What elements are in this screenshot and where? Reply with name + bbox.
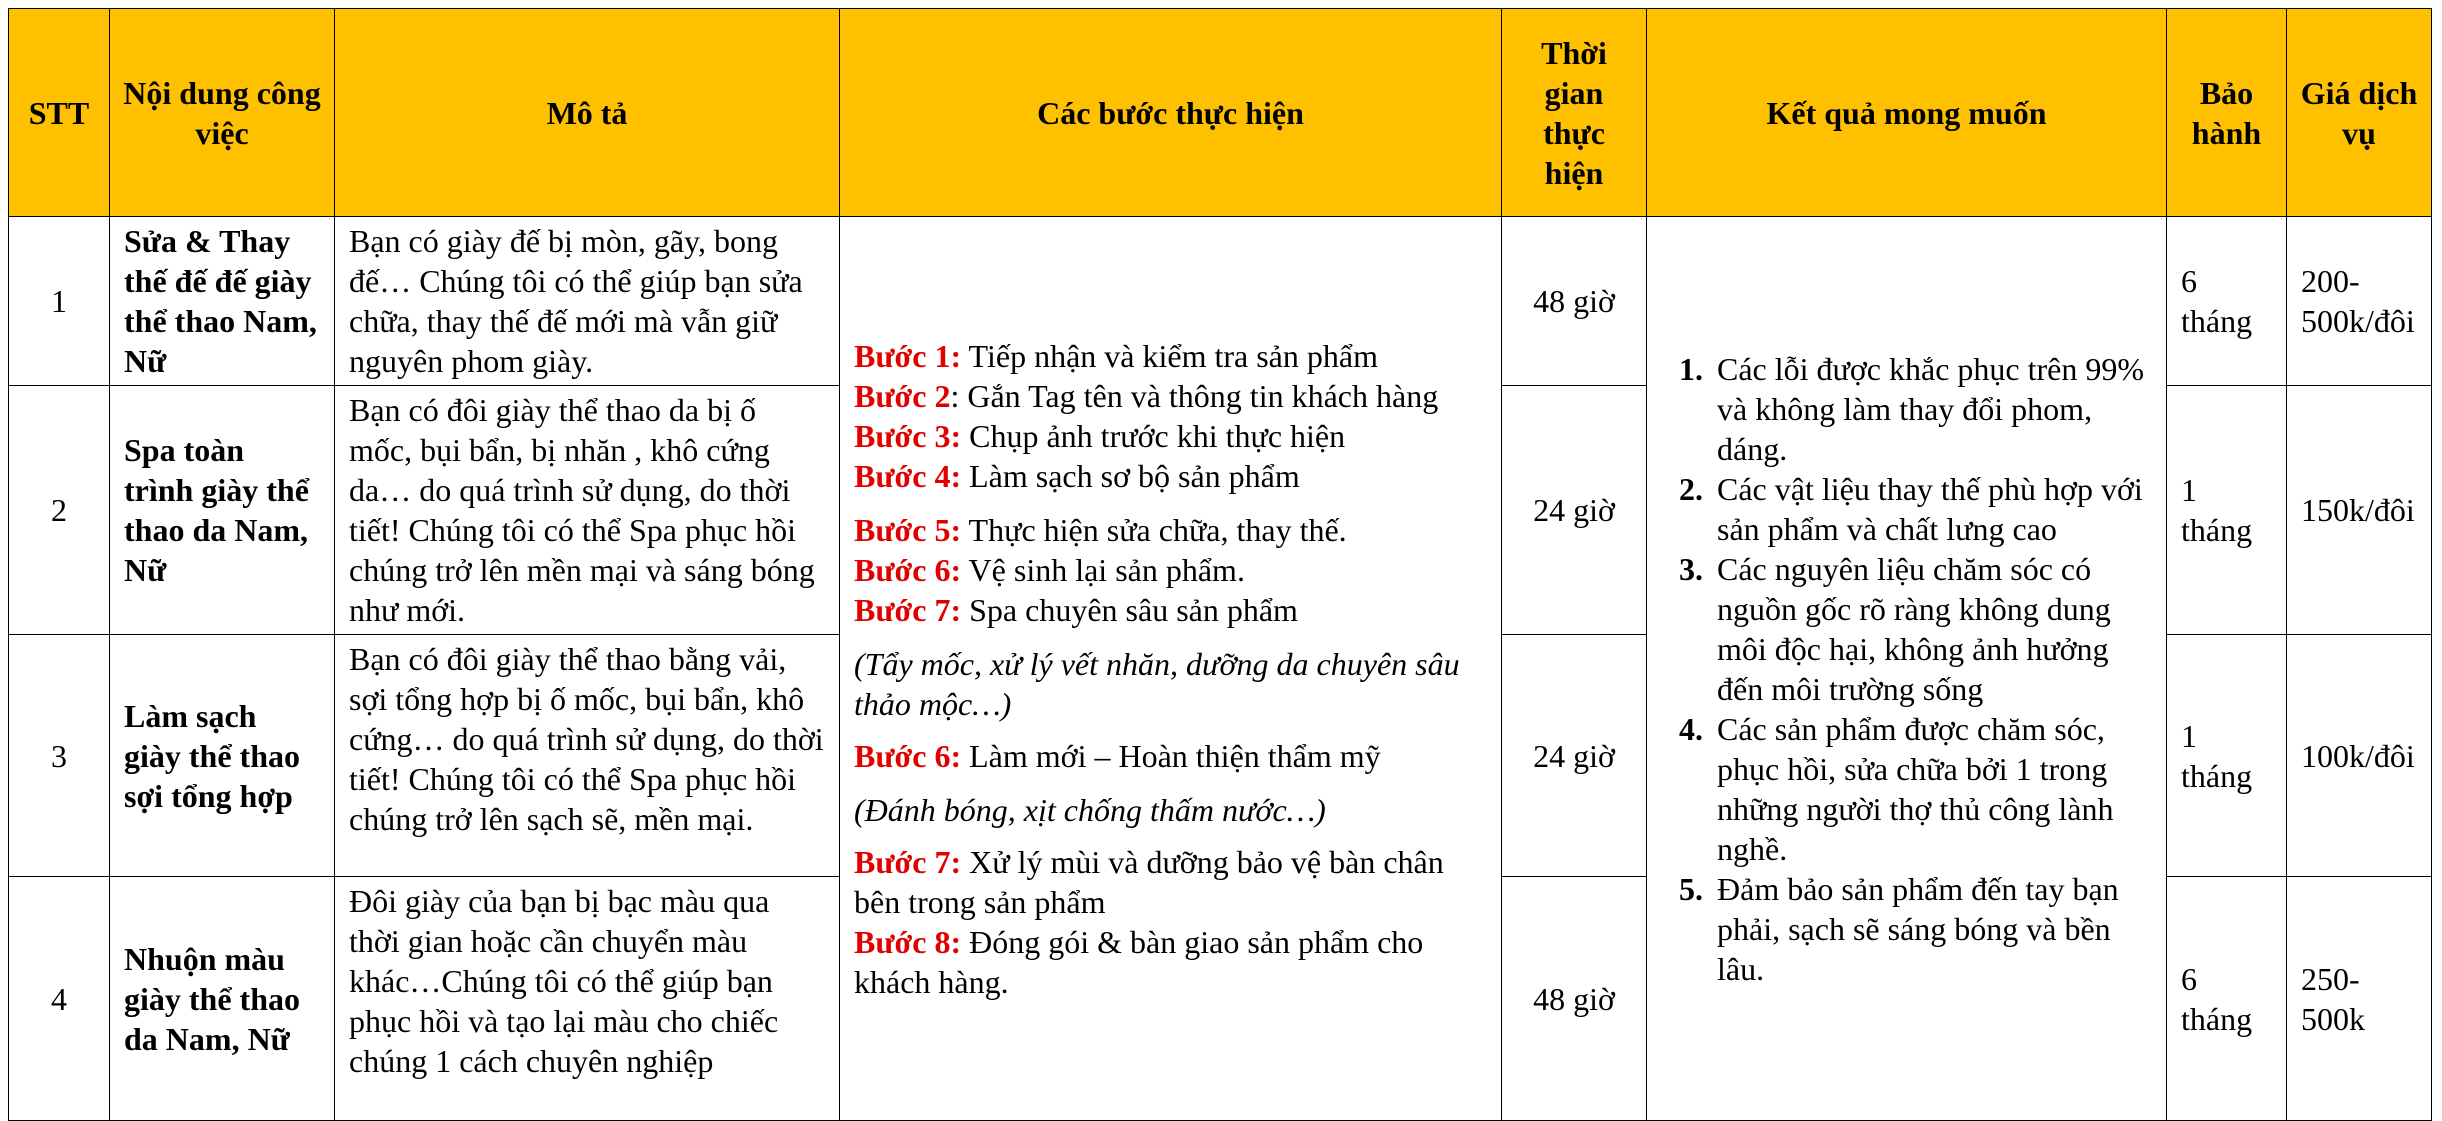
step-item: [854, 416, 1487, 456]
step-text: Thực hiện sửa chữa, thay thế.: [961, 511, 1347, 548]
steps-cell: [840, 217, 1502, 1121]
step-text: Làm mới – Hoàn thiện thẩm mỹ: [961, 737, 1381, 774]
step-item: [854, 842, 1487, 922]
step-item: [854, 456, 1487, 496]
row-description: Đôi giày của bạn bị bạc màu qua thời gian hoặc cần chuyển màu khác…Chúng tôi có thể giúp bạn phục hồi và tạo lại màu cho chiếc chúng 1 cách chuyên nghiệp: [335, 877, 840, 1121]
step-label: Bước 4:: [854, 457, 962, 494]
row-warranty: 6 tháng: [2167, 217, 2287, 386]
result-item: 2. Các vật liệu thay thế phù hợp với sản phẩm và chất lưng cao: [1711, 469, 2152, 549]
row-task: Làm sạch giày thể thao sợi tổng hợp: [110, 635, 335, 877]
step-label: Bước 8:: [854, 923, 962, 960]
step-item: [854, 922, 1487, 1002]
step-text: Vệ sinh lại sản phẩm.: [961, 551, 1245, 588]
row-task: Nhuộn màu giày thể thao da Nam, Nữ: [110, 877, 335, 1121]
header-result: Kết quả mong muốn: [1647, 9, 2167, 217]
header-task: Nội dung công việc: [110, 9, 335, 217]
row-price: 200-500k/đôi: [2287, 217, 2432, 386]
row-price: 100k/đôi: [2287, 635, 2432, 877]
row-task: Spa toàn trình giày thể thao da Nam, Nữ: [110, 386, 335, 635]
step-text: Tiếp nhận và kiểm tra sản phẩm: [961, 337, 1378, 374]
steps-list: [854, 336, 1487, 1002]
result-item: 5. Đảm bảo sản phẩm đến tay bạn phải, sạch sẽ sáng bóng và bền lâu.: [1711, 869, 2152, 989]
step-item: [854, 376, 1487, 416]
step-label: Bước 5:: [854, 511, 962, 548]
row-description: Bạn có đôi giày thể thao da bị ố mốc, bụi bẩn, bị nhăn , khô cứng da… do quá trình sử dụng, do thời tiết! Chúng tôi có thể Spa phục hồi chúng trở lên mền mại và sáng bóng như mới.: [335, 386, 840, 635]
header-row: [9, 9, 2432, 217]
row-stt: 3: [9, 635, 110, 877]
row-description: Bạn có đôi giày thể thao bằng vải, sợi tổng hợp bị ố mốc, bụi bẩn, khô cứng… do quá trình sử dụng, do thời tiết! Chúng tôi có thể Spa phục hồi chúng trở lên sạch sẽ, mền mại.: [335, 635, 840, 877]
result-cell: [1647, 217, 2167, 1121]
step-text: : Gắn Tag tên và thông tin khách hàng: [950, 377, 1439, 414]
row-time: 48 giờ: [1502, 877, 1647, 1121]
step-text: Làm sạch sơ bộ sản phẩm: [961, 457, 1300, 494]
step-label: Bước 3:: [854, 417, 962, 454]
header-description: Mô tả: [335, 9, 840, 217]
header-stt: STT: [9, 9, 110, 217]
row-stt: 4: [9, 877, 110, 1121]
step-label: Bước 7:: [854, 591, 962, 628]
step-item: [854, 510, 1487, 550]
row-time: 24 giờ: [1502, 386, 1647, 635]
header-price: Giá dịch vụ: [2287, 9, 2432, 217]
step-label: Bước 1:: [854, 337, 962, 374]
step-text: Xử lý mùi và dưỡng bảo vệ bàn chân bên trong sản phẩm: [854, 843, 1444, 920]
row-time: 48 giờ: [1502, 217, 1647, 386]
step-text: Chụp ảnh trước khi thực hiện: [961, 417, 1346, 454]
step-item: [854, 550, 1487, 590]
step-note: (Đánh bóng, xịt chống thấm nước…): [854, 791, 1326, 828]
row-warranty: 1 tháng: [2167, 386, 2287, 635]
step-label: Bước 7:: [854, 843, 962, 880]
step-item: [854, 336, 1487, 376]
step-item: [854, 590, 1487, 630]
row-price: 250-500k: [2287, 877, 2432, 1121]
step-item: [854, 736, 1487, 776]
row-price: 150k/đôi: [2287, 386, 2432, 635]
row-stt: 2: [9, 386, 110, 635]
row-warranty: 6 tháng: [2167, 877, 2287, 1121]
results-list: [1661, 349, 2152, 989]
step-label: Bước 6:: [854, 551, 962, 588]
table-row: [9, 217, 2432, 386]
header-warranty: Bảo hành: [2167, 9, 2287, 217]
row-warranty: 1 tháng: [2167, 635, 2287, 877]
row-time: 24 giờ: [1502, 635, 1647, 877]
header-time: Thời gian thực hiện: [1502, 9, 1647, 217]
step-label: Bước 6:: [854, 737, 962, 774]
row-stt: 1: [9, 217, 110, 386]
step-note: (Tẩy mốc, xử lý vết nhăn, dưỡng da chuyên sâu thảo mộc…): [854, 645, 1460, 722]
result-item: 3. Các nguyên liệu chăm sóc có nguồn gốc rõ ràng không dung môi độc hại, không ảnh hưởng đến môi trường sống: [1711, 549, 2152, 709]
step-text: Spa chuyên sâu sản phẩm: [961, 591, 1298, 628]
service-price-table: [8, 8, 2432, 1121]
result-item: 1. Các lỗi được khắc phục trên 99% và không làm thay đổi phom, dáng.: [1711, 349, 2152, 469]
result-item: 4. Các sản phẩm được chăm sóc, phục hồi, sửa chữa bởi 1 trong những người thợ thủ công lành nghề.: [1711, 709, 2152, 869]
step-label: Bước 2: [854, 377, 951, 414]
step-text: Đóng gói & bàn giao sản phẩm cho khách hàng.: [854, 923, 1424, 1000]
row-description: Bạn có giày đế bị mòn, gãy, bong đế… Chúng tôi có thể giúp bạn sửa chữa, thay thế đế mới mà vẫn giữ nguyên phom giày.: [335, 217, 840, 386]
header-steps: Các bước thực hiện: [840, 9, 1502, 217]
row-task: Sửa & Thay thế đế đế giày thể thao Nam, Nữ: [110, 217, 335, 386]
